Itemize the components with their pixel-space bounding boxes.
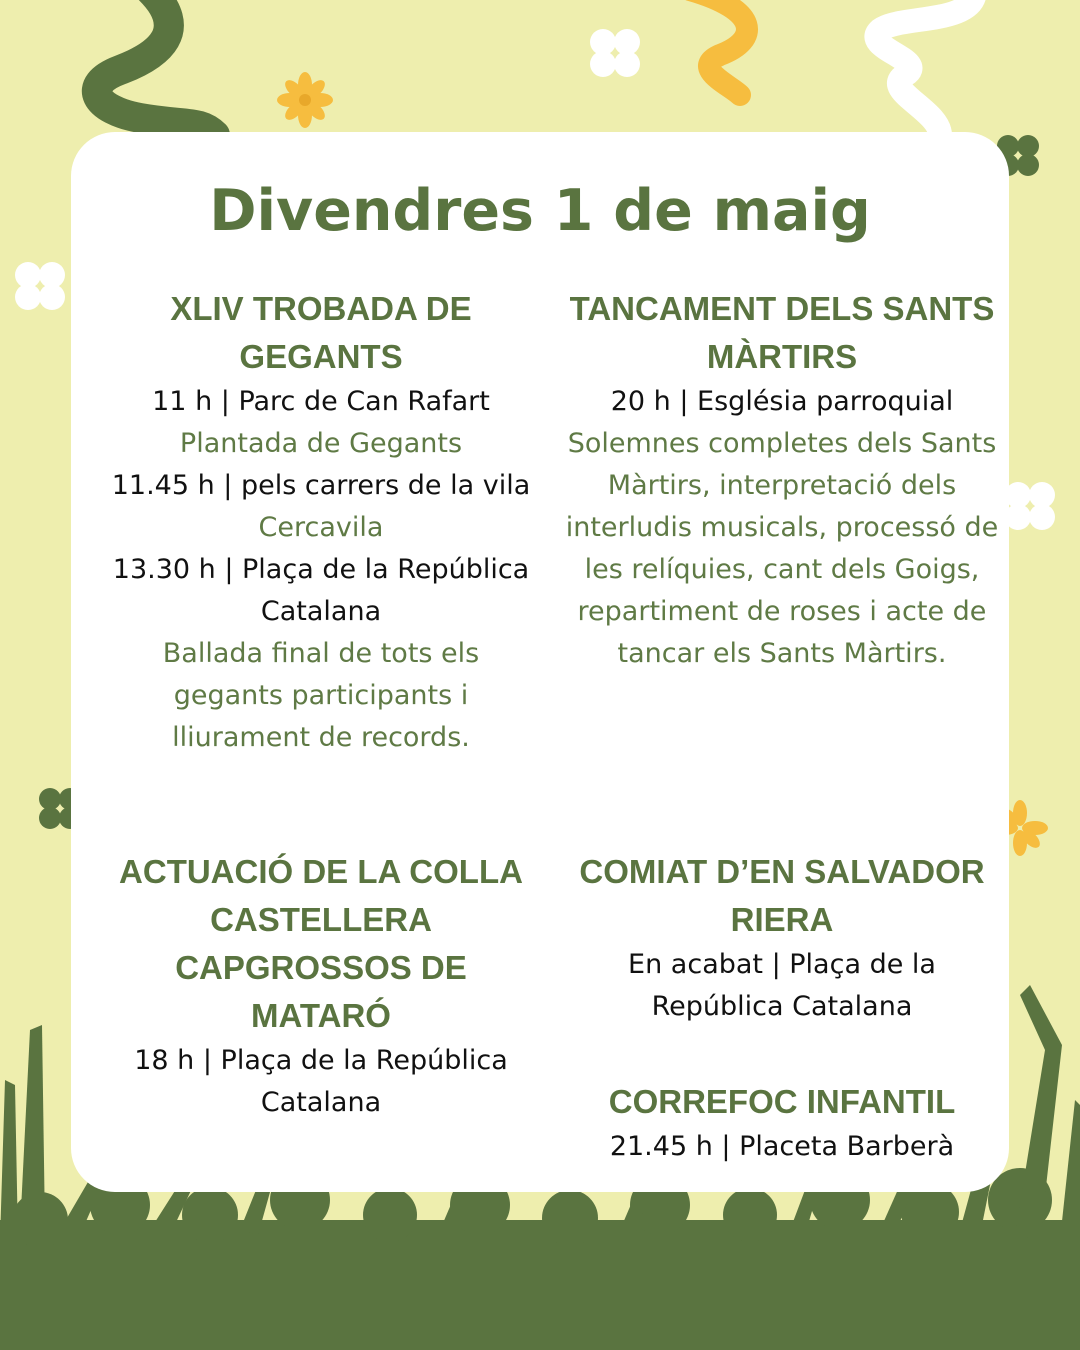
event-time: 18 h | Plaça de la República Catalana xyxy=(134,1045,508,1118)
event-title: TANCAMENT DELS SANTS MÀRTIRS xyxy=(569,290,995,375)
page-title: Divendres 1 de maig xyxy=(209,178,871,244)
clover-icon xyxy=(1005,482,1055,530)
squiggle-ribbon-icon xyxy=(690,0,747,95)
event-time: En acabat | Plaça de la República Catalana xyxy=(628,949,936,1022)
right-column-bottom xyxy=(565,1078,999,1168)
event-correfoc-infantil xyxy=(565,1078,999,1168)
event-tancament-sants-martirs xyxy=(565,285,999,675)
right-column-lower xyxy=(565,848,999,1028)
event-description: Cercavila xyxy=(258,512,384,543)
squiggle-ribbon-icon xyxy=(97,0,215,135)
left-column xyxy=(106,285,536,759)
clover-icon xyxy=(590,29,640,77)
event-title: CORREFOC INFANTIL xyxy=(608,1083,956,1120)
right-column xyxy=(565,285,999,675)
flower-icon xyxy=(277,72,333,128)
event-description: Plantada de Gegants xyxy=(179,428,463,459)
left-column-lower xyxy=(106,848,536,1124)
event-description: Ballada final de tots els gegants participants i lliurament de records. xyxy=(162,638,480,753)
event-time: 13.30 h | Plaça de la República Catalana xyxy=(112,554,530,627)
event-time: 21.45 h | Placeta Barberà xyxy=(609,1131,955,1162)
event-time: 20 h | Església parroquial xyxy=(610,386,954,417)
event-colla-castellera xyxy=(106,848,536,1124)
event-title: COMIAT D’EN SALVADOR RIERA xyxy=(579,853,985,938)
event-time: 11.45 h | pels carrers de la vila xyxy=(111,470,531,501)
event-trobada-gegants xyxy=(106,285,536,759)
event-time: 11 h | Parc de Can Rafart xyxy=(152,386,490,417)
event-comiat-salvador-riera xyxy=(565,848,999,1028)
event-title: ACTUACIÓ DE LA COLLA CASTELLERA CAPGROSSOS DE MATARÓ xyxy=(119,853,523,1034)
event-description: Solemnes completes dels Sants Màrtirs, interpretació dels interludis musicals, processó de les relíquies, cant dels Goigs, repartiment de roses i acte de tancar els Sants Màrtirs. xyxy=(565,428,999,669)
clover-icon xyxy=(15,262,65,310)
squiggle-ribbon-icon xyxy=(876,0,975,135)
event-title: XLIV TROBADA DE GEGANTS xyxy=(170,290,472,375)
